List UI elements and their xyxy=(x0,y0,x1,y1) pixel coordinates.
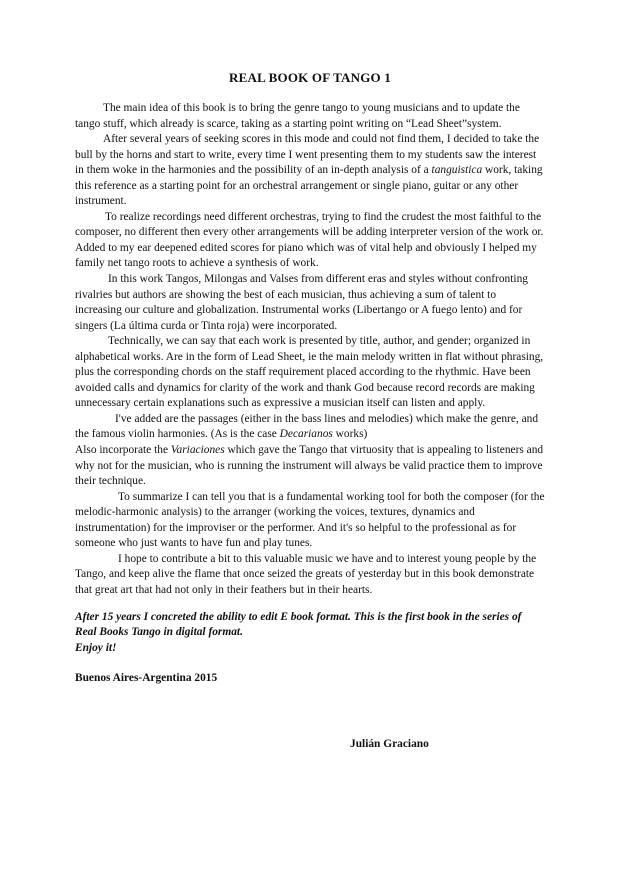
place-date: Buenos Aires-Argentina 2015 xyxy=(75,672,218,685)
paragraph-background: After several years of seeking scores in this mode and could not find them, I decided to take the bull by the horns and start to write, every time I went presenting them to my students saw the interest in them woke in the harmonies and the possibility of an in-depth analysis of a tanguistica work, taking this reference as a starting point for an orchestral arrangement or single piano, guitar or any other instrument. xyxy=(75,133,543,208)
emphasis-variaciones: Variaciones xyxy=(170,444,225,457)
document-title: REAL BOOK OF TANGO 1 xyxy=(229,70,391,85)
paragraph-recordings: To realize recordings need different orchestras, trying to find the crudest the most faithful to the composer, no different then every other arrangements will be adding interpreter version of the work or. xyxy=(75,210,544,239)
paragraph-contents: In this work Tangos, Milongas and Valses from different eras and styles without confronting rivalries but authors are showing the best of each musician, thus achieving a sum of talent to increasing our culture and globalization. Instrumental works (Libertango or A fuego lento) and for singers (La última curda or Tinta roja) were incorporated. xyxy=(75,273,528,332)
paragraph-variaciones: Also incorporate the Variaciones which gave the Tango that virtuosity that is appealing to listeners and why not for the musician, who is running the instrument will always be valid practice them to improve their technique. xyxy=(75,444,544,488)
paragraph-hope: I hope to contribute a bit to this valuable music we have and to interest young people by the Tango, and keep alive the flame that once seized the greats of yesterday but in this book demonstrate that great art that had not only in their feathers but in their hearts. xyxy=(75,552,537,596)
paragraph-intro: The main idea of this book is to bring the genre tango to young musicians and to update the tango stuff, which already is scarce, taking as a starting point writing on “Lead Sheet”system. xyxy=(75,102,520,130)
paragraph-piano-scores: Added to my ear deepened edited scores for piano which was of vital help and obviously I helped my family net tango roots to achieve a synthesis of work. xyxy=(75,241,537,270)
paragraph-summary: To summarize I can tell you that is a fundamental working tool for both the composer (for the melodic-harmonic analysis) to the arranger (working the voices, textures, dynamics and instrumentation) for the improviser or the performer. And it's so helpful to the professional as for someone who just wants to have fun and play tunes. xyxy=(75,490,545,550)
paragraph-passages: I've added are the passages (either in the bass lines and melodies) which make the genre, and the famous violin harmonies. (As is the case Decarianos works) xyxy=(75,412,539,441)
closing-statement: After 15 years I concreted the ability to edit E book format. This is the first book in the series of Real Books Tango in digital format. Enjoy it! xyxy=(75,610,522,654)
emphasis-decarianos: Decarianos xyxy=(279,428,333,441)
author-signature: Julián Graciano xyxy=(350,738,429,750)
document-body xyxy=(75,101,545,687)
emphasis-tanguistica: tanguistica xyxy=(431,164,483,177)
paragraph-technical: Technically, we can say that each work is presented by title, author, and gender; organized in alphabetical works. Are in the form of Lead Sheet, ie the main melody written in flat without phrasing, plus the corresponding chords on the staff requirement placed according to the rhythmic. Have been avoided calls and dynamics for clarity of the work and thank God because record records are making unnecessary certain explanations such as expressive a musician itself can listen and apply. xyxy=(75,335,544,410)
